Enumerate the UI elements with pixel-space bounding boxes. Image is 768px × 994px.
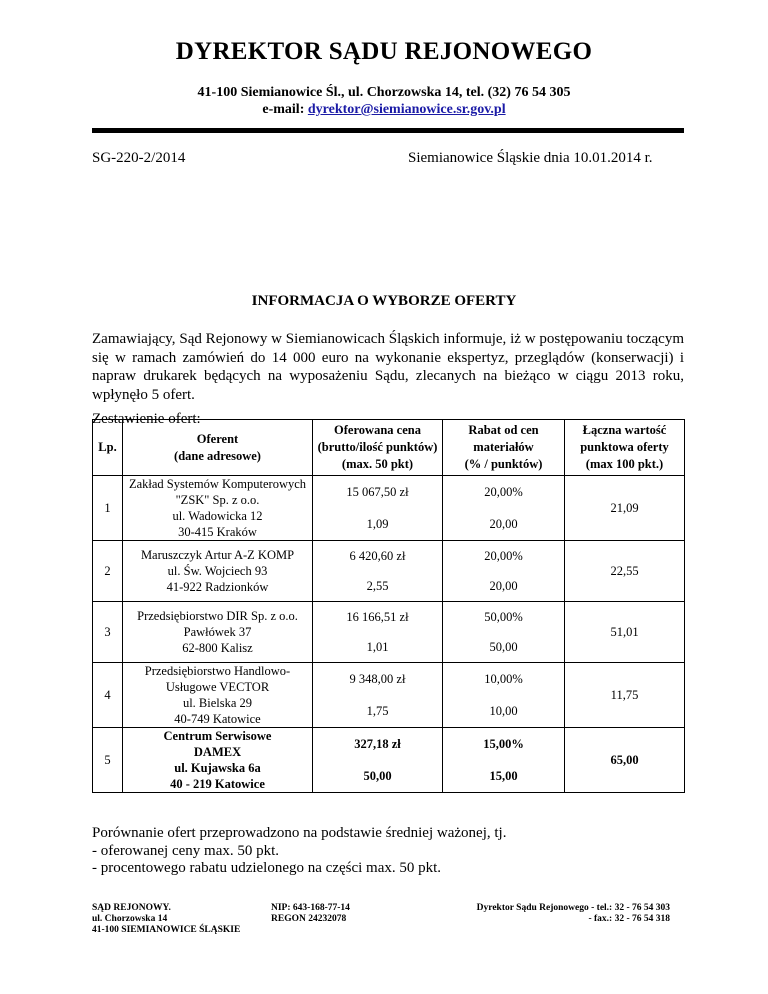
cell-rabat: 10,00% (443, 663, 565, 696)
cell-lp: 2 (93, 541, 123, 602)
footer-court-address: SĄD REJONOWY. ul. Chorzowska 14 41-100 SIEMIANOWICE ŚLĄSKIE (92, 903, 241, 935)
document-heading: INFORMACJA O WYBORZE OFERTY (251, 293, 517, 309)
cell-oferent: Zakład Systemów Komputerowych "ZSK" Sp. z o.o. ul. Wadowicka 12 30-415 Kraków (123, 476, 313, 541)
cell-rabat-pkt: 10,00 (443, 695, 565, 728)
cell-rabat-pkt: 20,00 (443, 508, 565, 541)
cell-cena: 9 348,00 zł (313, 663, 443, 696)
table-row (93, 476, 685, 509)
table-row (93, 541, 685, 572)
cell-rabat-pkt: 20,00 (443, 571, 565, 602)
case-signature: SG-220-2/2014 (92, 150, 186, 166)
offers-table (92, 419, 685, 793)
header-cena: Oferowana cena (brutto/ilość punktów) (max. 50 pkt) (313, 420, 443, 476)
cell-cena: 327,18 zł (313, 728, 443, 761)
table-row (93, 663, 685, 696)
cell-lp: 1 (93, 476, 123, 541)
email-link[interactable]: dyrektor@siemianowice.sr.gov.pl (307, 102, 506, 117)
header-rabat: Rabat od cen materiałów (% / punktów) (443, 420, 565, 476)
cell-laczna: 21,09 (565, 476, 685, 541)
table-row (93, 602, 685, 633)
page-title: DYREKTOR SĄDU REJONOWEGO (175, 38, 593, 65)
cell-lp: 4 (93, 663, 123, 728)
comparison-note (92, 825, 506, 878)
footer-contact: Dyrektor Sądu Rejonowego - tel.: 32 - 76 54 303 - fax.: 32 - 76 54 318 (476, 903, 670, 924)
table-row-selected (93, 728, 685, 761)
header-divider (92, 128, 684, 133)
cell-rabat: 20,00% (443, 476, 565, 509)
header-oferent: Oferent (dane adresowe) (123, 420, 313, 476)
cell-lp: 3 (93, 602, 123, 663)
comparison-line: - oferowanej ceny max. 50 pkt. (92, 842, 280, 859)
cell-cena-pkt: 1,75 (313, 695, 443, 728)
cell-cena-pkt: 1,09 (313, 508, 443, 541)
comparison-line: - procentowego rabatu udzielonego na części max. 50 pkt. (92, 860, 442, 876)
cell-rabat-pkt: 50,00 (443, 632, 565, 663)
cell-oferent: Maruszczyk Artur A-Z KOMP ul. Św. Wojciech 93 41-922 Radzionków (123, 541, 313, 602)
court-address: 41-100 Siemianowice Śl., ul. Chorzowska 14, tel. (32) 76 54 305 (197, 85, 571, 100)
summary-label: Zestawienie ofert: (92, 411, 201, 427)
cell-rabat: 15,00% (443, 728, 565, 761)
comparison-line: Porównanie ofert przeprowadzono na podstawie średniej ważonej, tj. (92, 825, 507, 841)
cell-cena: 15 067,50 zł (313, 476, 443, 509)
email-line (0, 102, 768, 118)
cell-lp: 5 (93, 728, 123, 793)
cell-cena: 16 166,51 zł (313, 602, 443, 633)
cell-oferent: Przedsiębiorstwo Handlowo- Usługowe VECTOR ul. Bielska 29 40-749 Katowice (123, 663, 313, 728)
cell-cena-pkt: 50,00 (313, 760, 443, 793)
cell-cena-pkt: 1,01 (313, 632, 443, 663)
cell-rabat: 50,00% (443, 602, 565, 633)
cell-oferent: Centrum Serwisowe DAMEX ul. Kujawska 6a 40 - 219 Katowice (123, 728, 313, 793)
cell-laczna: 51,01 (565, 602, 685, 663)
email-label: e-mail: (262, 102, 308, 117)
cell-laczna: 65,00 (565, 728, 685, 793)
header-laczna: Łączna wartość punktowa oferty (max 100 pkt.) (565, 420, 685, 476)
cell-rabat-pkt: 15,00 (443, 760, 565, 793)
cell-rabat: 20,00% (443, 541, 565, 572)
intro-paragraph: Zamawiający, Sąd Rejonowy w Siemianowicach Śląskich informuje, iż w postępowaniu toczącym się w ramach zamówień do 14 000 euro na wykonanie ekspertyz, przeglądów (konserwacji) i napraw drukarek będących na wyposażeniu Sądu, zlecanych na bieżąco w ciągu 2013 roku, wpłynęło 5 ofert. (92, 331, 684, 403)
cell-oferent: Przedsiębiorstwo DIR Sp. z o.o. Pawłówek 37 62-800 Kalisz (123, 602, 313, 663)
cell-cena-pkt: 2,55 (313, 571, 443, 602)
header-lp: Lp. (93, 420, 123, 476)
table-header-row (93, 420, 685, 476)
cell-laczna: 11,75 (565, 663, 685, 728)
cell-cena: 6 420,60 zł (313, 541, 443, 572)
cell-laczna: 22,55 (565, 541, 685, 602)
footer-tax-ids: NIP: 643-168-77-14 REGON 24232078 (271, 903, 350, 924)
place-date: Siemianowice Śląskie dnia 10.01.2014 r. (408, 150, 653, 166)
